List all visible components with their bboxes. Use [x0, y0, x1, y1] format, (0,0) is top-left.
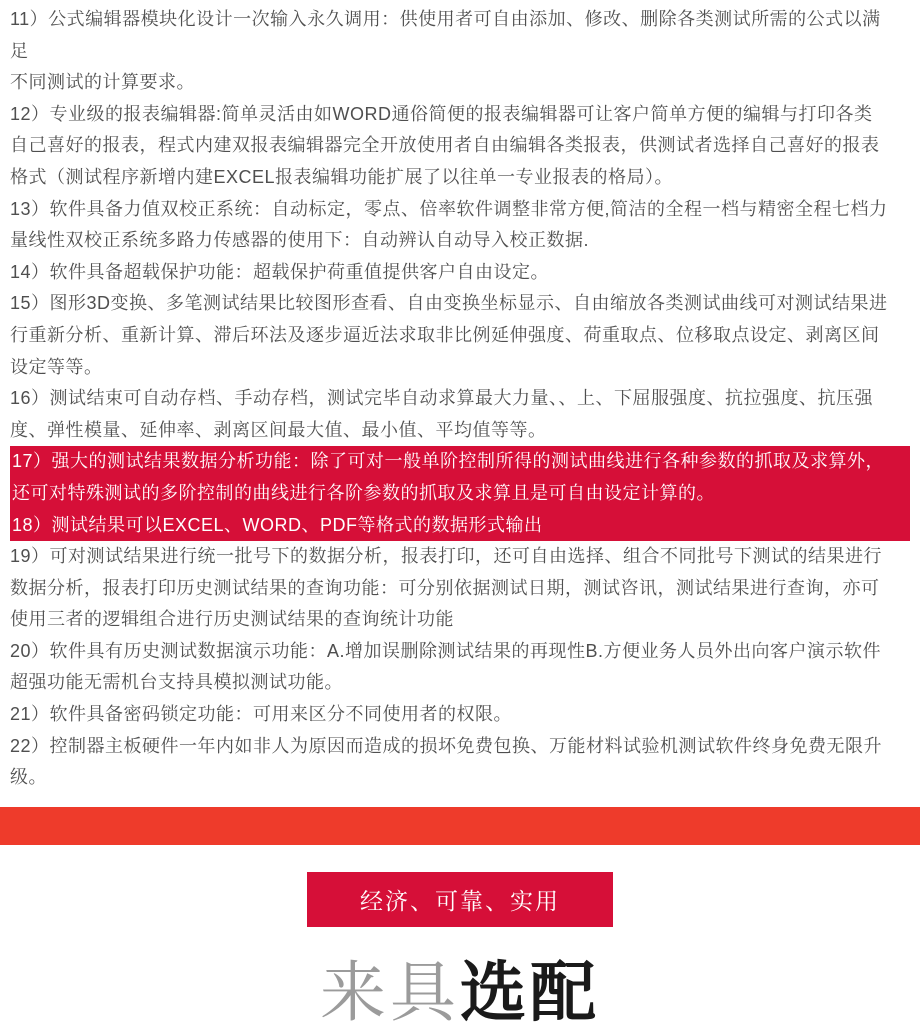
- text-line: 行重新分析、重新计算、滞后环法及逐步逼近法求取非比例延伸强度、荷重取点、位移取点设定、剥离区间: [10, 324, 880, 345]
- text-line: 11）公式编辑器模块化设计一次输入永久调用：供使用者可自由添加、修改、删除各类测试所需的公式以满: [10, 9, 881, 29]
- text-line: 不同测试的计算要求。: [10, 72, 195, 93]
- text-line: 15）图形3D变换、多笔测试结果比较图形查看、自由变换坐标显示、自由缩放各类测试曲线可对测试结果进: [10, 293, 888, 314]
- section-heading-light-part: 来具: [320, 954, 460, 1029]
- section-heading: [0, 956, 920, 1029]
- text-line: 22）控制器主板硬件一年内如非人为原因而造成的损坏免费包换、万能材料试验机测试软件终身免费无限升: [10, 735, 883, 756]
- text-line: 12）专业级的报表编辑器:简单灵活由如WORD通俗简便的报表编辑器可让客户简单方便的编辑与打印各类: [10, 103, 873, 124]
- text-line: 度、弹性模量、延伸率、剥离区间最大值、最小值、平均值等等。: [10, 419, 547, 440]
- text-line: 14）软件具备超载保护功能：超载保护荷重值提供客户自由设定。: [10, 261, 550, 282]
- feature-list-bottom: [10, 541, 910, 794]
- text-line: 格式（测试程序新增内建EXCEL报表编辑功能扩展了以往单一专业报表的格局）。: [10, 166, 674, 187]
- section-heading-dark-part: 选配: [460, 954, 600, 1029]
- text-line: 数据分析，报表打印历史测试结果的查询功能：可分别依据测试日期，测试咨讯，测试结果进行查询，亦可: [10, 577, 880, 598]
- red-divider-bar: [0, 807, 920, 845]
- text-line: 20）软件具有历史测试数据演示功能：A.增加误删除测试结果的再现性B.方便业务人员外出向客户演示软件: [10, 640, 882, 661]
- text-line: 19）可对测试结果进行统一批号下的数据分析，报表打印，还可自由选择、组合不同批号下测试的结果进行: [10, 546, 883, 567]
- text-line: 超强功能无需机台支持具模拟测试功能。: [10, 672, 343, 693]
- highlighted-feature-block: [10, 446, 910, 541]
- text-line: 级。: [10, 767, 47, 788]
- text-line: 18）测试结果可以EXCEL、WORD、PDF等格式的数据形式输出: [12, 514, 543, 535]
- text-line: 设定等等。: [10, 356, 103, 377]
- text-line: 还可对特殊测试的多阶控制的曲线进行各阶参数的抓取及求算且是可自由设定计算的。: [12, 482, 715, 503]
- text-line: 自己喜好的报表，程式内建双报表编辑器完全开放使用者自由编辑各类报表，供测试者选择自己喜好的报表: [10, 135, 880, 156]
- text-line: 量线性双校正系统多路力传感器的使用下：自动辨认自动导入校正数据.: [10, 230, 589, 251]
- slogan-row: [0, 872, 920, 927]
- text-line: 使用三者的逻辑组合进行历史测试结果的查询统计功能: [10, 609, 454, 630]
- text-line: 16）测试结束可自动存档、手动存档，测试完毕自动求算最大力量、、上、下屈服强度、抗拉强度、抗压强: [10, 388, 874, 409]
- text-line: 13）软件具备力值双校正系统：自动标定，零点、倍率软件调整非常方便,简洁的全程一档与精密全程七档力: [10, 198, 888, 219]
- text-line: 21）软件具备密码锁定功能：可用来区分不同使用者的权限。: [10, 704, 513, 725]
- text-line: 17）强大的测试结果数据分析功能：除了可对一般单阶控制所得的测试曲线进行各种参数的抓取及求算外，: [12, 451, 885, 472]
- slogan-badge: 经济、可靠、实用: [307, 872, 613, 927]
- text-line: 足: [10, 40, 29, 61]
- feature-list-top: [10, 4, 910, 446]
